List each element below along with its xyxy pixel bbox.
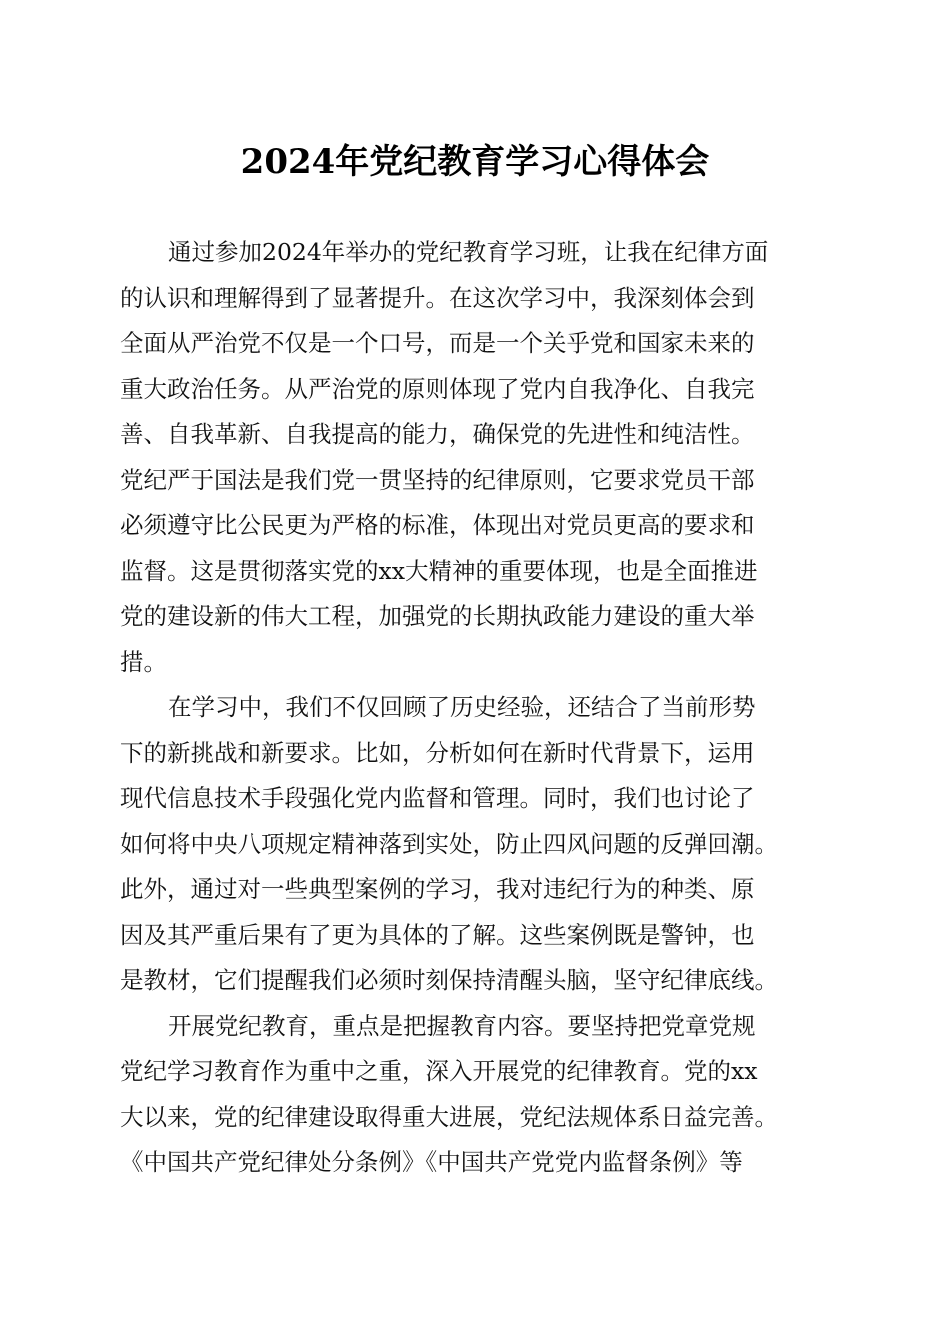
text-line: 重大政治任务。从严治党的原则体现了党内自我净化、自我完 [120,374,755,403]
text-line: 是教材，它们提醒我们必须时刻保持清醒头脑，坚守纪律底线。 [120,966,778,994]
text-line: 善、自我革新、自我提高的能力，确保党的先进性和纯洁性。 [120,420,755,448]
paragraph-1 [120,230,836,685]
document-body [120,230,836,1186]
paragraph-2 [120,685,836,1004]
text-line: 党的建设新的伟大工程，加强党的长期执政能力建设的重大举 [120,602,755,630]
text-line: 在学习中，我们不仅回顾了历史经验，还结合了当前形势 [168,693,756,721]
document-title: 2024年党纪教育学习心得体会 [240,142,710,182]
text-line: 措。 [120,647,167,676]
paragraph-3 [120,1004,836,1186]
text-line: 党纪学习教育作为重中之重，深入开展党的纪律教育。党的xx [120,1057,758,1085]
text-line: 必须遵守比公民更为严格的标准，体现出对党员更高的要求和 [120,511,755,539]
text-line: 下的新挑战和新要求。比如，分析如何在新时代背景下，运用 [120,738,755,767]
text-line: 如何将中央八项规定精神落到实处，防止四风问题的反弹回潮。 [120,829,778,858]
text-line: 党纪严于国法是我们党一贯坚持的纪律原则，它要求党员干部 [120,465,755,494]
text-line: 《中国共产党纪律处分条例》《中国共产党党内监督条例》等 [120,1148,743,1176]
text-line: 监督。这是贯彻落实党的xx大精神的重要体现，也是全面推进 [120,556,758,585]
text-line: 现代信息技术手段强化党内监督和管理。同时，我们也讨论了 [120,784,755,812]
text-line: 因及其严重后果有了更为具体的了解。这些案例既是警钟，也 [120,920,755,949]
text-line: 此外，通过对一些典型案例的学习，我对违纪行为的种类、原 [120,875,755,903]
text-line: 大以来，党的纪律建设取得重大进展，党纪法规体系日益完善。 [120,1102,778,1131]
text-line: 全面从严治党不仅是一个口号，而是一个关乎党和国家未来的 [120,329,755,357]
text-line: 的认识和理解得到了显著提升。在这次学习中，我深刻体会到 [120,283,755,312]
text-line: 通过参加2024年举办的党纪教育学习班，让我在纪律方面 [168,238,769,266]
text-line: 开展党纪教育，重点是把握教育内容。要坚持把党章党规 [168,1011,756,1040]
